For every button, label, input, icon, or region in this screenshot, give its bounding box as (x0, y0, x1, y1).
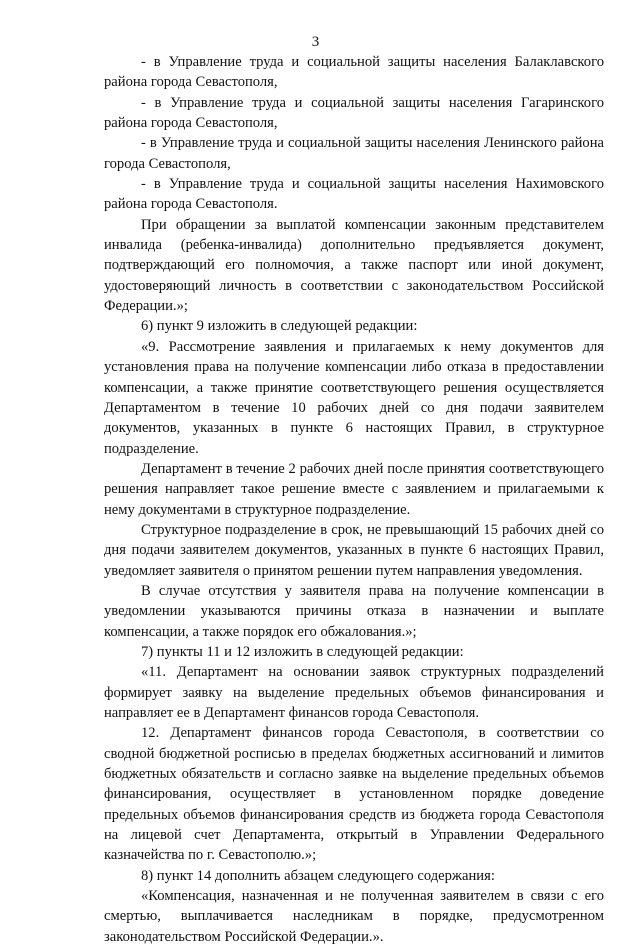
paragraph-clause-12: 12. Департамент финансов города Севастополя, в соответствии со сводной бюджетной росписью в пределах бюджетных ассигнований и лимитов бюджетных обязательств и согласно заявке на выделение предельных объемов финансирования, осуществляет в установленном порядке доведение предельных объемов финансирования средств из бюджета города Севастополя на лицевой счет Департамента, открытый в Управлении Федерального казначейства по г. Севастополю.»; (104, 725, 604, 864)
paragraph-heirs-compensation: «Компенсация, назначенная и не полученная заявителем в связи с его смертью, выплачивается наследникам в порядке, предусмотренном законодательством Российской Федерации.». (104, 888, 604, 945)
paragraph-clause-9: «9. Рассмотрение заявления и прилагаемых к нему документов для установления права на получение компенсации либо отказа в предоставлении компенсации, а также принятие соответствующего решения осуществляется Департаментом в течение 10 рабочих дней со дня подачи заявителем документов, указанных в пункте 6 настоящих Правил, в структурное подразделение. (104, 338, 604, 457)
paragraph-balaklava-department: - в Управление труда и социальной защиты населения Балаклавского района города Севастополя, (104, 54, 604, 91)
paragraph-department-decision: Департамент в течение 2 рабочих дней после принятия соответствующего решения направляет такое решение вместе с заявлением и прилагаемыми к нему документами в структурное подразделение. (104, 460, 604, 518)
page-number: 3 (311, 34, 320, 50)
paragraph-lenin-department: - в Управление труда и социальной защиты населения Ленинского района города Севастополя, (104, 135, 604, 172)
paragraph-refusal-reasons: В случае отсутствия у заявителя права на получение компенсации в уведомлении указываются причины отказа в назначении и выплате компенсации, а также порядок его обжалования.»; (104, 582, 604, 640)
paragraph-nakhimov-department: - в Управление труда и социальной защиты населения Нахимовского района города Севастополя. (104, 176, 604, 213)
paragraph-amendment-7: 7) пункты 11 и 12 изложить в следующей редакции: (141, 643, 464, 660)
paragraph-legal-representative: При обращении за выплатой компенсации законным представителем инвалида (ребенка-инвалида) дополнительно предъявляется документ, подтверждающий его полномочия, а также паспорт или иной документ, удостоверяющий личность в соответствии с законодательством Российской Федерации.»; (104, 216, 604, 315)
paragraph-gagarin-department: - в Управление труда и социальной защиты населения Гагаринского района города Севастополя, (104, 94, 604, 132)
document-body (104, 52, 604, 947)
paragraph-amendment-6: 6) пункт 9 изложить в следующей редакции: (141, 318, 418, 335)
paragraph-clause-11: «11. Департамент на основании заявок структурных подразделений формирует заявку на выделение предельных объемов финансирования и направляет ее в Департамент финансов города Севастополя. (104, 664, 604, 721)
paragraph-amendment-8: 8) пункт 14 дополнить абзацем следующего содержания: (141, 867, 495, 884)
paragraph-notification: Структурное подразделение в срок, не превышающий 15 рабочих дней со дня подачи заявителем документов, указанных в пункте 6 настоящих Правил, уведомляет заявителя о принятом решении путем направления уведомления. (104, 521, 604, 579)
